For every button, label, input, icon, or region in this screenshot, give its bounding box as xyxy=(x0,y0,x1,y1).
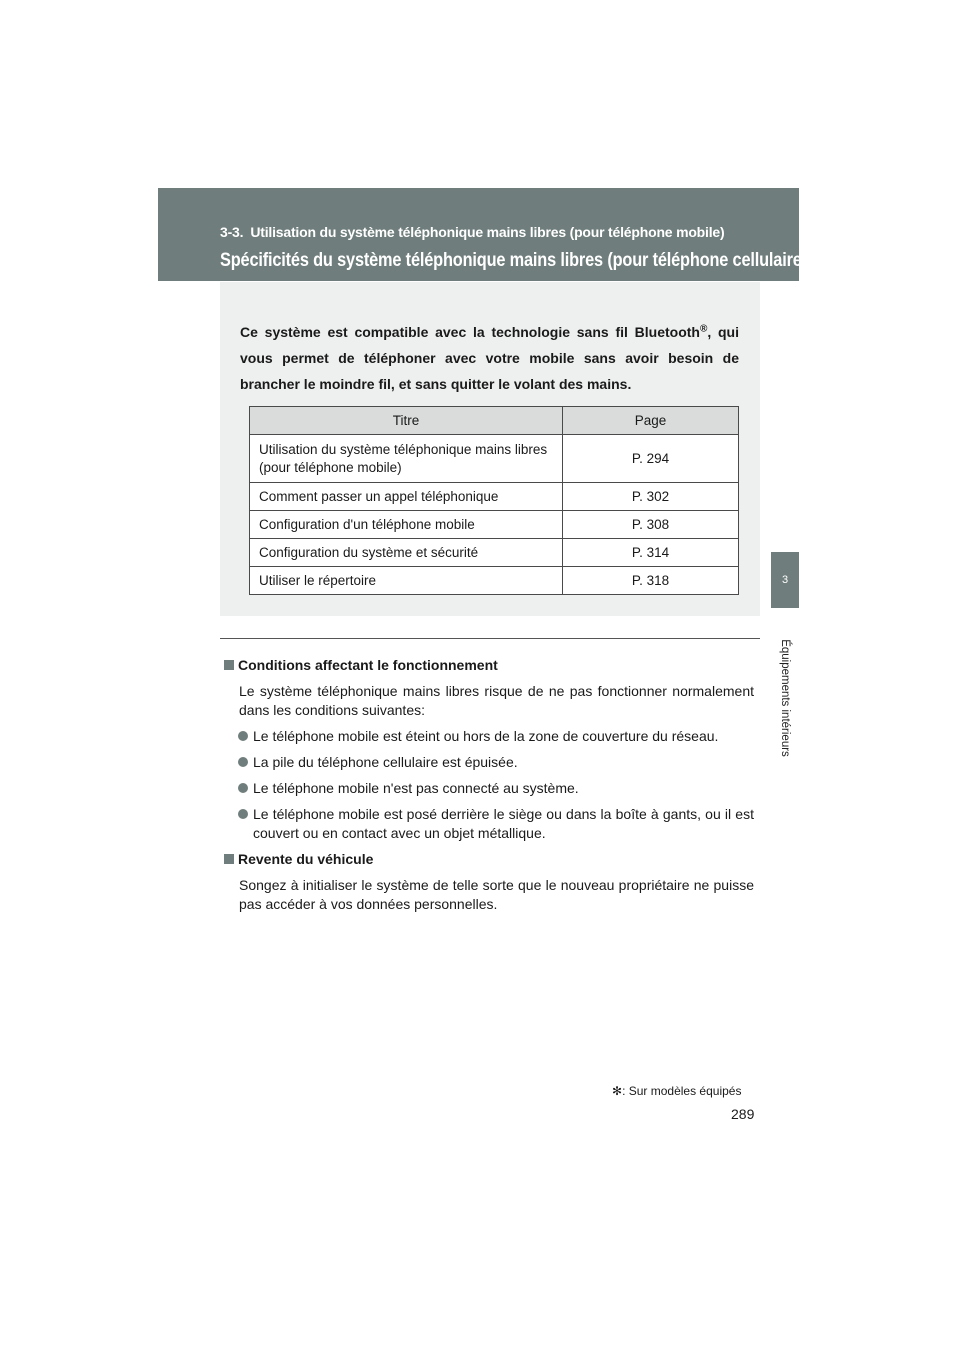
list-item-text: La pile du téléphone cellulaire est épuisée. xyxy=(253,754,518,770)
resale-heading-text: Revente du véhicule xyxy=(238,851,374,867)
list-item-text: Le téléphone mobile est éteint ou hors de la zone de couverture du réseau. xyxy=(253,728,719,744)
divider xyxy=(220,638,760,639)
section-title: Utilisation du système téléphonique mains libres (pour téléphone mobile) xyxy=(250,224,725,240)
row-page: P. 302 xyxy=(563,483,739,511)
square-bullet-icon xyxy=(224,854,234,864)
intro-text-end: , qui vous permet de téléphoner avec votre mobile sans avoir besoin de brancher le moindre fil, et sans quitter le volant des mains. xyxy=(240,324,739,392)
list-item xyxy=(253,753,754,772)
circle-bullet-icon xyxy=(238,809,248,819)
conditions-intro: Le système téléphonique mains libres risque de ne pas fonctionner normalement dans les conditions suivantes: xyxy=(239,683,754,718)
circle-bullet-icon xyxy=(238,731,248,741)
list-item-text: Le téléphone mobile est posé derrière le siège ou dans la boîte à gants, ou il est couvert ou en contact avec un objet métallique. xyxy=(253,806,754,841)
list-item-text: Le téléphone mobile n'est pas connecté au système. xyxy=(253,780,579,796)
list-item xyxy=(253,727,754,746)
header-page: Page xyxy=(563,407,739,435)
square-bullet-icon xyxy=(224,660,234,670)
body-content xyxy=(224,656,754,921)
conditions-heading-text: Conditions affectant le fonctionnement xyxy=(238,657,498,673)
row-title: Comment passer un appel téléphonique xyxy=(250,483,563,511)
table-row xyxy=(250,511,739,539)
chapter-label: Équipements intérieurs xyxy=(779,639,791,757)
footnote-text: : Sur modèles équipés xyxy=(622,1084,742,1098)
table-row xyxy=(250,483,739,511)
resale-heading xyxy=(224,850,754,869)
list-item xyxy=(253,805,754,843)
row-title: Configuration d'un téléphone mobile xyxy=(250,511,563,539)
intro-text-start: Ce système est compatible avec la technologie sans fil Bluetooth xyxy=(240,324,700,340)
row-title: Configuration du système et sécurité xyxy=(250,539,563,567)
page-title-text: Spécificités du système téléphonique mains libres (pour téléphone cellulaire) xyxy=(220,250,807,271)
table-header-row xyxy=(250,407,739,435)
row-title: Utiliser le répertoire xyxy=(250,567,563,595)
conditions-heading xyxy=(224,656,754,675)
section-breadcrumb xyxy=(220,224,724,240)
page-number: 289 xyxy=(731,1106,755,1122)
table-row xyxy=(250,435,739,483)
row-page: P. 294 xyxy=(563,435,739,483)
list-item xyxy=(253,779,754,798)
circle-bullet-icon xyxy=(238,783,248,793)
circle-bullet-icon xyxy=(238,757,248,767)
table-row xyxy=(250,539,739,567)
asterisk-icon: ✻ xyxy=(612,1084,623,1098)
footnote xyxy=(612,1084,741,1098)
intro-box xyxy=(220,282,760,616)
row-page: P. 308 xyxy=(563,511,739,539)
contents-table xyxy=(249,406,739,595)
row-title: Utilisation du système téléphonique mains libres (pour téléphone mobile) xyxy=(250,435,563,483)
chapter-tab: 3 xyxy=(771,552,799,608)
registered-mark: ® xyxy=(699,323,708,335)
page-title xyxy=(220,250,817,272)
section-header xyxy=(158,188,818,281)
row-page: P. 318 xyxy=(563,567,739,595)
section-number: 3-3. xyxy=(220,224,244,240)
resale-text: Songez à initialiser le système de telle sorte que le nouveau propriétaire ne puisse pas accéder à vos données personnelles. xyxy=(239,877,754,912)
table-row xyxy=(250,567,739,595)
header-title: Titre xyxy=(250,407,563,435)
row-page: P. 314 xyxy=(563,539,739,567)
asterisk-icon: ✻ xyxy=(808,248,818,262)
intro-text xyxy=(240,319,739,397)
